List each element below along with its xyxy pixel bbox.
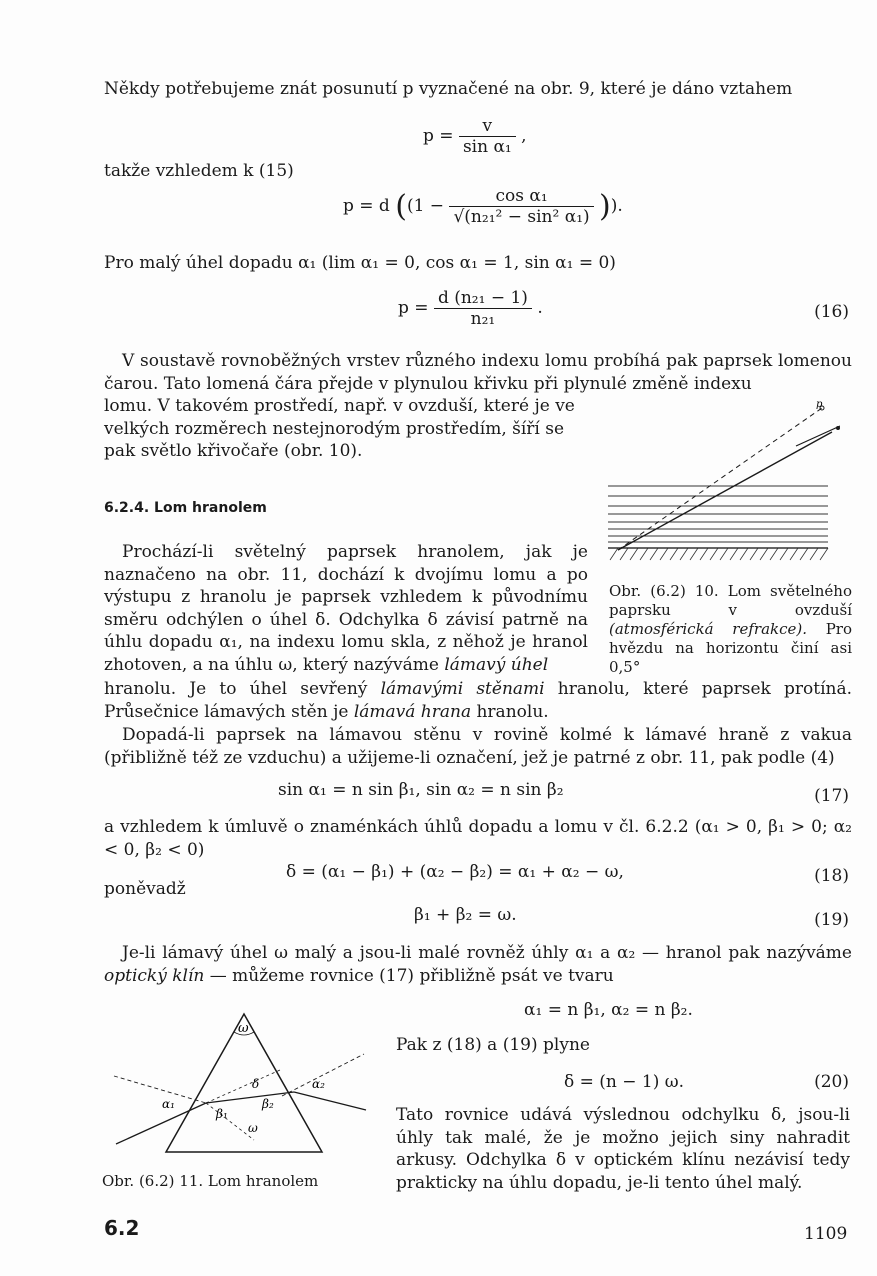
- eq-denominator: n₂₁: [470, 309, 496, 329]
- equation-number-18: (18): [814, 866, 849, 886]
- section-heading: 6.2.4. Lom hranolem: [104, 500, 267, 516]
- paragraph-soustave: V soustavě rovnoběžných vrstev různého indexu lomu probíhá pak paprsek lomenou čarou. Tato lomená čára přejde v plynulou křivku při plynulé změně indexu: [104, 351, 852, 394]
- para-text: Je-li lámavý úhel ω malý a jsou-li malé rovněž úhly α₁ a α₂ — hranol pak nazýváme: [122, 943, 852, 963]
- normal-inside: [206, 1103, 254, 1140]
- equation-number-16: (16): [814, 302, 849, 322]
- incoming-ray: [796, 426, 840, 446]
- pak-text: Pak z (18) a (19) plyne: [396, 1035, 590, 1055]
- equation-p-v: [423, 116, 527, 157]
- para-italic: lámavý úhel: [444, 654, 549, 675]
- figure-10-diagram: [600, 398, 840, 570]
- label-delta: δ: [252, 1077, 260, 1091]
- para-text: hranolu.: [476, 701, 549, 722]
- para-italic: lámavá hrana: [353, 701, 472, 722]
- paragraph-klin: [104, 942, 852, 987]
- ground-hatching: [610, 548, 828, 560]
- equation-20: δ = (n − 1) ω.: [564, 1072, 685, 1092]
- eq-fraction: [459, 116, 516, 157]
- figure-11-diagram: [104, 1008, 374, 1168]
- figure-10-caption: [609, 582, 852, 677]
- paragraph-dopada: Dopadá-li paprsek na lámavou stěnu v rovině kolmé k lámavé hraně z vakua (přibližně též ze vzduchu) a užijeme-li označení, jež je patrné z obr. 11, pak podle (4): [104, 725, 852, 768]
- equation-16: [398, 288, 543, 329]
- eq-denominator: sin α₁: [462, 137, 512, 157]
- equation-17: sin α₁ = n sin β₁, sin α₂ = n sin β₂: [278, 780, 564, 800]
- caption-italic: (atmosférická refrakce).: [609, 620, 807, 638]
- paragraph-hranol-narrow: [104, 541, 588, 676]
- paragraph-hranol-wide: [104, 678, 852, 723]
- label-beta1: β₁: [216, 1107, 228, 1121]
- emergent-ray: [294, 1092, 366, 1110]
- caption-part1: Obr. (6.2) 10. Lom světelného paprsku v ovzduší: [609, 582, 852, 619]
- small-angle-line: Pro malý úhel dopadu α₁ (lim α₁ = 0, cos α₁ = 1, sin α₁ = 0): [104, 253, 616, 273]
- eq-lhs: p =: [423, 126, 454, 146]
- para-text: Prochází-li světelný paprsek hranolem, jak je naznačeno na obr. 11, dochází k dvojímu lomu a po výstupu z hranolu je paprsek vzhledem k původnímu směru odchýlen o úhel δ. Odchylka δ závisí patrně na úhlu dopadu α₁, na indexu lomu skla, z něhož je hranol zhotoven, a na úhlu ω, který nazýváme: [104, 542, 588, 675]
- equation-number-19: (19): [814, 910, 849, 930]
- footer-section: 6.2: [104, 1216, 140, 1240]
- equation-p-d: p = d ((1 − $\frac{\text{cos α₁}}{\text{√(n₂₁² − sin² α₁)}}$ )).: [343, 186, 623, 227]
- eq-numerator: d (n₂₁ − 1): [434, 288, 532, 309]
- para-text: hranolu. Je to úhel sevřený: [104, 679, 368, 699]
- equation-number-17: (17): [814, 786, 849, 806]
- eq-fraction: [434, 288, 532, 329]
- eq-close: ).: [610, 196, 623, 216]
- para-text: — můžeme rovnice (17) přibližně psát ve tvaru: [209, 965, 614, 986]
- para-italic: optický klín: [104, 965, 205, 986]
- page-number: 1109: [804, 1224, 848, 1244]
- eq-lhs: p = d: [343, 196, 390, 216]
- intro-line: Někdy potřebujeme znát posunutí p vyznačené na obr. 9, které je dáno vztahem: [104, 79, 793, 99]
- label-omega-top: ω: [238, 1021, 249, 1036]
- eq-lhs: p =: [398, 298, 429, 318]
- eq-denominator: √(n₂₁² − sin² α₁): [453, 207, 590, 227]
- eq-tail: .: [537, 298, 543, 318]
- figure-11-caption: Obr. (6.2) 11. Lom hranolem: [102, 1172, 319, 1190]
- incident-ray: [116, 1103, 206, 1144]
- paragraph-soustave-narrow: lomu. V takovém prostředí, např. v ovzduší, které je ve velkých rozměrech nestejnorodým prostředím, šíří se pak světlo křivočaře (obr. 10).: [104, 396, 575, 461]
- takze-line: takže vzhledem k (15): [104, 161, 294, 181]
- normal-left: [114, 1076, 206, 1103]
- label-beta2: β₂: [262, 1097, 274, 1111]
- refracted-ray: [618, 432, 832, 550]
- eq-numerator: cos α₁: [449, 186, 593, 207]
- eq-tail: ,: [521, 126, 527, 146]
- para-text: hranolu, které paprsek protíná. Průsečnice lámavých stěn je: [104, 679, 852, 722]
- paragraph-final: Tato rovnice udává výslednou odchylku δ, jsou-li úhly tak malé, že je možno jejich siny nahradit arkusy. Odchylka δ v optickém klínu nezávisí tedy prakticky na úhlu dopadu, je-li tento úhel malý.: [396, 1105, 850, 1193]
- caption-part2: Pro hvězdu na horizontu činí asi 0,5°: [609, 620, 852, 676]
- label-omega-bottom: ω: [248, 1121, 258, 1135]
- para-italic: lámavými stěnami: [380, 679, 545, 699]
- star-marker: [836, 426, 840, 430]
- eq-fraction: [449, 186, 593, 227]
- label-p: p: [816, 399, 823, 410]
- eq-open: (1 −: [406, 196, 445, 216]
- ponevadz: poněvadž: [104, 879, 186, 899]
- eq-numerator: v: [459, 116, 516, 137]
- equation-19: β₁ + β₂ = ω.: [414, 905, 517, 925]
- equation-number-20: (20): [814, 1072, 849, 1092]
- label-alpha2: α₂: [312, 1077, 325, 1091]
- equation-approx: α₁ = n β₁, α₂ = n β₂.: [524, 1000, 693, 1020]
- label-alpha1: α₁: [162, 1097, 175, 1111]
- umluva-text: a vzhledem k úmluvě o znaménkách úhlů dopadu a lomu v čl. 6.2.2 (α₁ > 0, β₁ > 0; α₂ < 0, β₂ < 0): [104, 817, 852, 860]
- equation-18: δ = (α₁ − β₁) + (α₂ − β₂) = α₁ + α₂ − ω,: [286, 862, 624, 882]
